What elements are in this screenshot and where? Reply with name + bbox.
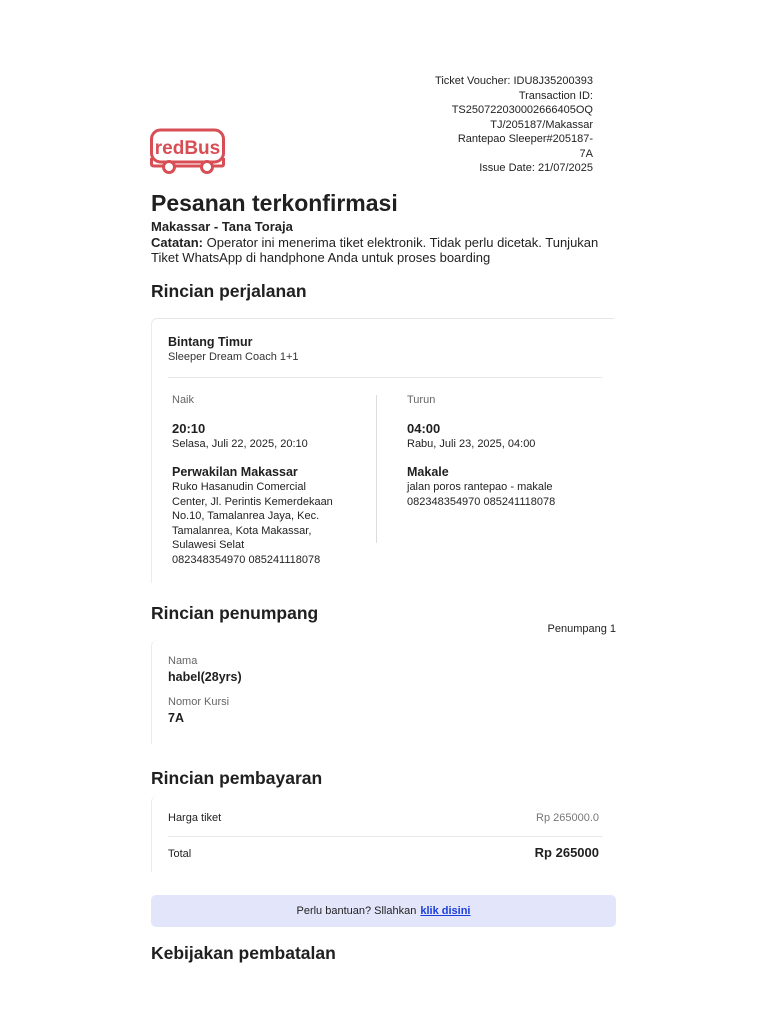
reference-line-2: Rantepao Sleeper#205187-: [457, 133, 593, 145]
transaction-id: TS250722030002666405OQ: [451, 104, 593, 116]
payment-card: [151, 796, 614, 872]
total-label: Total: [168, 848, 192, 860]
note-text: Operator ini menerima tiket elektronik. Tidak perlu dicetak. Tunjukan Tiket WhatsApp di handphone Anda untuk proses boarding: [151, 235, 599, 265]
seat-label: Nomor Kursi: [168, 696, 230, 708]
operator-name: Bintang Timur: [168, 335, 253, 349]
boarding-address-line: Center, Jl. Perintis Kemerdekaan: [172, 495, 333, 508]
dropping-date: Rabu, Juli 23, 2025, 04:00: [407, 438, 536, 450]
boarding-address-line: Tamalanrea, Kota Makassar,: [172, 524, 312, 537]
seat-number: 7A: [168, 711, 184, 725]
ticket-voucher: Ticket Voucher: IDU8J35200393: [435, 75, 593, 87]
dropping-address: [407, 480, 607, 509]
name-label: Nama: [168, 655, 198, 667]
cancellation-section-title: Kebijakan pembatalan: [151, 943, 336, 963]
boarding-address-line: No.10, Tamalanrea Jaya, Kec.: [172, 510, 320, 522]
dropping-phones: 082348354970 085241118078: [407, 495, 556, 508]
dropping-place: Makale: [407, 465, 449, 479]
voucher-info: [400, 74, 593, 176]
transaction-label: Transaction ID:: [518, 89, 593, 102]
dropping-time: 04:00: [407, 421, 441, 436]
help-banner: [151, 895, 616, 927]
vertical-divider: [376, 395, 377, 543]
passenger-card: [151, 640, 614, 744]
reference-line-1: TJ/205187/Makassar: [490, 118, 593, 131]
boarding-address: [172, 480, 362, 567]
boarding-address-line: Ruko Hasanudin Comercial: [172, 481, 306, 493]
divider: [168, 836, 602, 837]
help-link[interactable]: klik disini: [420, 905, 471, 917]
ticket-price: Rp 265000.0: [536, 812, 599, 824]
passenger-name: habel(28yrs): [168, 670, 242, 684]
payment-section-title: Rincian pembayaran: [151, 768, 323, 788]
boarding-place: Perwakilan Makassar: [172, 465, 298, 479]
route: Makassar - Tana Toraja: [151, 219, 293, 234]
total-amount: Rp 265000: [534, 845, 599, 860]
divider: [168, 377, 602, 378]
passenger-section-title: Rincian penumpang: [151, 603, 319, 623]
page-title: Pesanan terkonfirmasi: [151, 190, 398, 216]
dropping-label: Turun: [407, 394, 436, 406]
boarding-date: Selasa, Juli 22, 2025, 20:10: [172, 438, 308, 450]
dropping-address-line: jalan poros rantepao - makale: [407, 481, 553, 493]
ticket-price-label: Harga tiket: [168, 812, 222, 824]
redbus-logo: [150, 128, 226, 176]
note-label: Catatan:: [151, 235, 204, 250]
bus-type: Sleeper Dream Coach 1+1: [168, 351, 299, 363]
trip-section-title: Rincian perjalanan: [151, 281, 307, 301]
boarding-time: 20:10: [172, 421, 206, 436]
issue-date: Issue Date: 21/07/2025: [479, 162, 593, 174]
passenger-count: Penumpang 1: [547, 623, 616, 635]
boarding-phones: 082348354970 085241118078: [172, 553, 321, 566]
help-text: Perlu bantuan? Sllahkan: [296, 905, 417, 917]
logo-text: redBus: [154, 138, 221, 159]
reference-line-3: 7A: [579, 147, 593, 160]
trip-card: [151, 318, 614, 583]
boarding-label: Naik: [172, 394, 195, 406]
note: [151, 235, 621, 265]
boarding-address-line: Sulawesi Selat: [172, 539, 245, 551]
